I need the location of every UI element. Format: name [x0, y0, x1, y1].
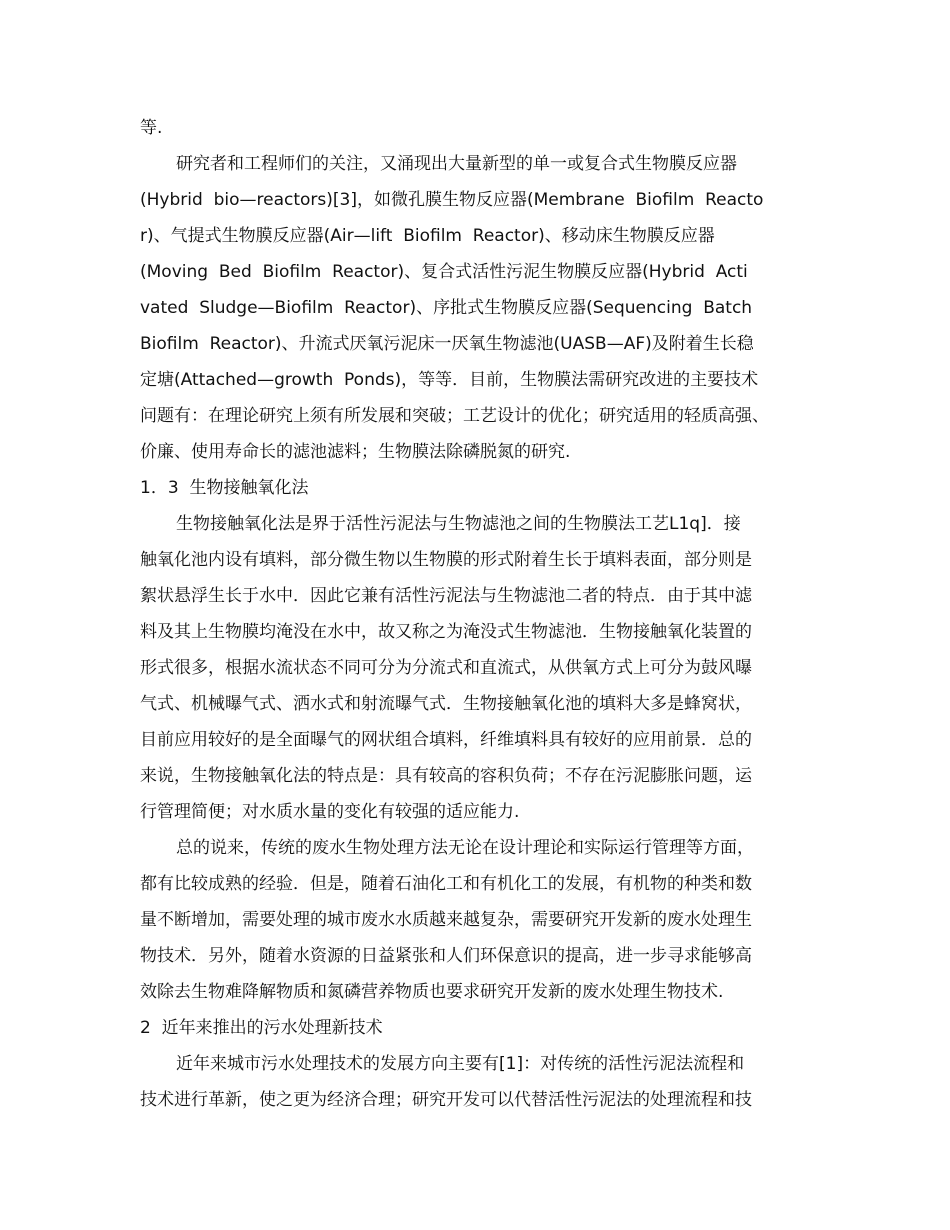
text-line: 总的说来，传统的废水生物处理方法无论在设计理论和实际运行管理等方面，	[176, 838, 754, 858]
text-line: 行管理简便；对水质水量的变化有较强的适应能力.	[140, 802, 520, 822]
text-line: (Moving Bed Biofilm Reactor)、复合式活性污泥生物膜反应器(Hybrid Acti	[140, 262, 748, 282]
text-line: 来说，生物接触氧化法的特点是：具有较高的容积负荷；不存在污泥膨胀问题，运	[140, 766, 752, 786]
text-line: 量不断增加，需要处理的城市废水水质越来越复杂，需要研究开发新的废水处理生	[140, 910, 752, 930]
text-line: (Hybrid bio—reactors)[3]，如微孔膜生物反应器(Membrane Biofilm Reacto	[140, 190, 764, 210]
text-line: 价廉、使用寿命长的滤池滤料；生物膜法除磷脱氮的研究.	[140, 442, 571, 462]
text-line: 触氧化池内设有填料，部分微生物以生物膜的形式附着生长于填料表面，部分则是	[140, 550, 752, 570]
text-line: 效除去生物难降解物质和氮磷营养物质也要求研究开发新的废水处理生物技术.	[140, 982, 724, 1002]
text-line: 都有比较成熟的经验．但是，随着石油化工和有机化工的发展，有机物的种类和数	[140, 874, 752, 894]
text-line: 问题有：在理论研究上须有所发展和突破；工艺设计的优化；研究适用的轻质高强、	[140, 406, 769, 426]
text-line: 生物接触氧化法是界于活性污泥法与生物滤池之间的生物膜法工艺L1q]．接	[176, 514, 741, 534]
text-line: Biofilm Reactor)、升流式厌氧污泥床一厌氧生物滤池(UASB—AF)及附着生长稳	[140, 334, 754, 354]
section-heading: 2 近年来推出的污水处理新技术	[140, 1018, 383, 1038]
text-line: 研究者和工程师们的关注，又涌现出大量新型的单一或复合式生物膜反应器	[176, 154, 737, 174]
section-heading: 1．3 生物接触氧化法	[140, 478, 309, 498]
text-line: 等.	[140, 118, 163, 138]
document-body	[140, 110, 830, 1118]
text-line: 物技术．另外，随着水资源的日益紧张和人们环保意识的提高，进一步寻求能够高	[140, 946, 752, 966]
text-line: 形式很多，根据水流状态不同可分为分流式和直流式，从供氧方式上可分为鼓风曝	[140, 658, 752, 678]
text-line: 絮状悬浮生长于水中．因此它兼有活性污泥法与生物滤池二者的特点．由于其中滤	[140, 586, 752, 606]
text-line: 技术进行革新，使之更为经济合理；研究开发可以代替活性污泥法的处理流程和技	[140, 1090, 752, 1110]
text-line: 近年来城市污水处理技术的发展方向主要有[1]：对传统的活性污泥法流程和	[176, 1054, 745, 1074]
text-line: 气式、机械曝气式、洒水式和射流曝气式．生物接触氧化池的填料大多是蜂窝状，	[140, 694, 752, 714]
text-line: r)、气提式生物膜反应器(Air—lift Biofilm Reactor)、移动床生物膜反应器	[140, 226, 715, 246]
text-line: 料及其上生物膜均淹没在水中，故又称之为淹没式生物滤池．生物接触氧化装置的	[140, 622, 752, 642]
text-line: 定塘(Attached—growth Ponds)，等等．目前，生物膜法需研究改进的主要技术	[140, 370, 759, 390]
text-line: 目前应用较好的是全面曝气的网状组合填料，纤维填料具有较好的应用前景．总的	[140, 730, 752, 750]
text-line: vated Sludge—Biofilm Reactor)、序批式生物膜反应器(Sequencing Batch	[140, 298, 753, 318]
